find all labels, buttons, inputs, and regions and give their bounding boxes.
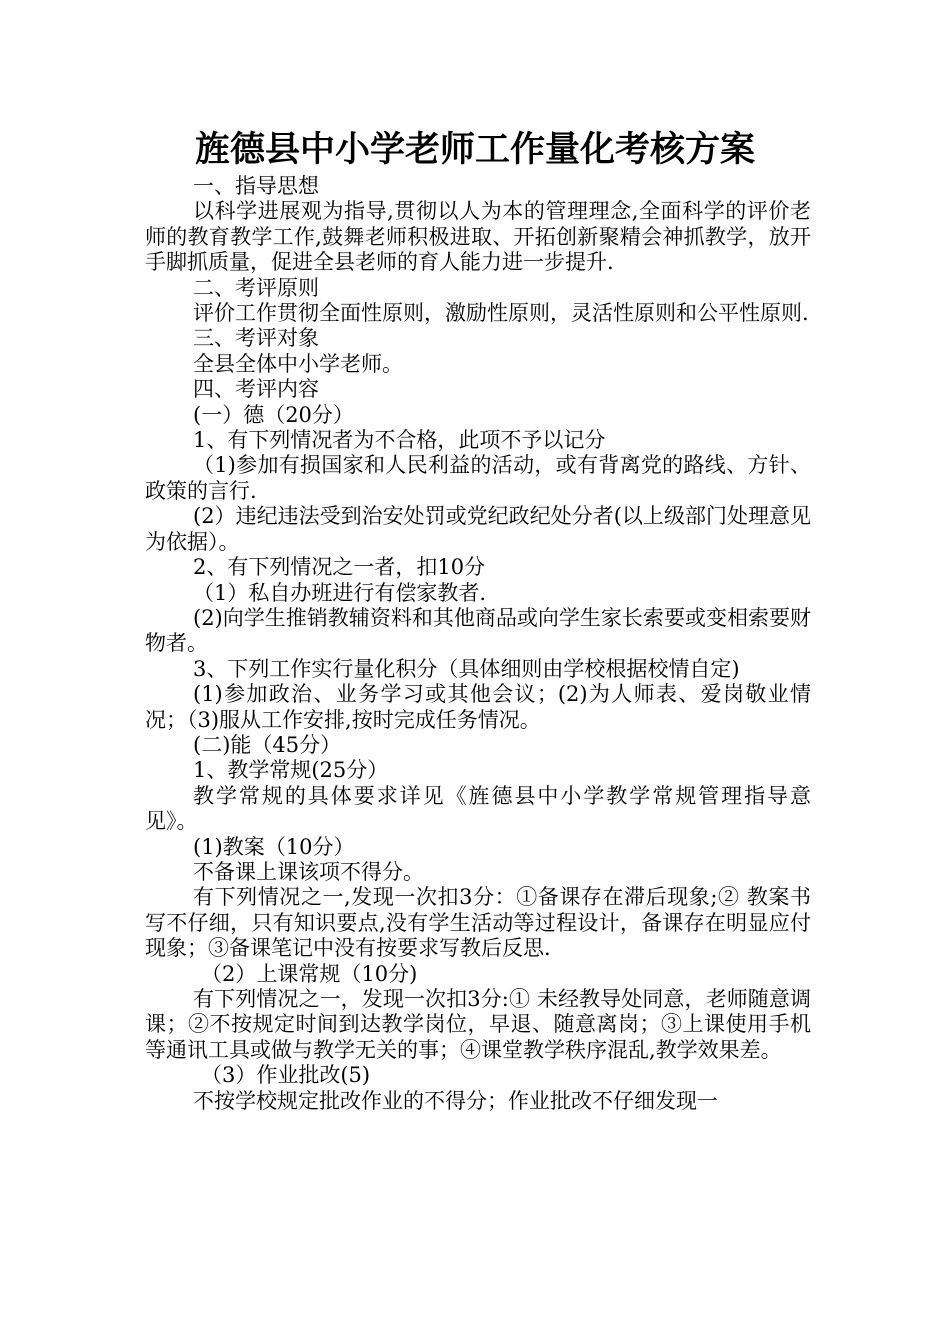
paragraph-evaluation-principles: 评价工作贯彻全面性原则，激励性原则，灵活性原则和公平性原则. (193, 301, 809, 326)
heading-evaluation-targets: 三、考评对象 (193, 326, 319, 351)
item-morality-3: 3、下列工作实行量化积分（具体细则由学校根据校情自定) (193, 656, 740, 681)
paragraph-guiding-thought: 以科学进展观为指导,贯彻以人为本的管理理念,全面科学的评价老师的教育教学工作,鼓舞老师积极进取、开拓创新聚精会神抓教学，放开手脚抓质量，促进全县老师的育人能力进一步提升. (145, 199, 811, 275)
heading-evaluation-content: 四、考评内容 (193, 377, 319, 402)
paragraph-lesson-plan-2: 有下列情况之一,发现一次扣3分：①备课存在滞后现象;② 教案书写不仔细，只有知识要点,没有学生活动等过程设计，备课存在明显应付现象；③备课笔记中没有按要求写教后反思. (145, 885, 811, 961)
item-morality-3-detail: (1)参加政治、业务学习或其他会议；(2)为人师表、爱岗敬业情况；（3)服从工作安排,按时完成任务情况。 (145, 682, 811, 732)
heading-evaluation-principles: 二、考评原则 (193, 275, 319, 300)
item-class-routine: （2）上课常规（10分) (201, 961, 418, 986)
heading-guiding-thought: 一、指导思想 (193, 174, 319, 198)
paragraph-teaching-routine: 教学常规的具体要求详见《旌德县中小学教学常规管理指导意见》。 (145, 783, 811, 834)
paragraph-lesson-plan-1: 不备课上课该项不得分。 (193, 859, 424, 884)
document-title: 旌德县中小学老师工作量化考核方案 (194, 130, 755, 170)
subheading-morality: (一）德（20分） (193, 402, 354, 427)
item-morality-2: 2、有下列情况之一者，扣10分 (193, 555, 486, 580)
document-body (145, 174, 811, 1114)
item-morality-1: 1、有下列情况者为不合格，此项不予以记分 (193, 428, 606, 453)
item-morality-2-2: (2)向学生推销教辅资料和其他商品或向学生家长索要或变相索要财物者。 (145, 605, 811, 656)
item-lesson-plan: (1)教案（10分） (193, 834, 355, 859)
paragraph-evaluation-targets: 全县全体中小学老师。 (193, 351, 403, 376)
item-morality-1-2: (2）违纪违法受到治安处罚或党纪政纪处分者(以上级部门处理意见为依据）。 (145, 504, 811, 554)
item-morality-1-1: （1)参加有损国家和人民利益的活动，或有背离党的路线、方针、政策的言行. (145, 453, 811, 503)
paragraph-homework-correction: 不按学校规定批改作业的不得分；作业批改不仔细发现一 (193, 1088, 718, 1113)
item-teaching-routine: 1、教学常规(25分） (193, 758, 389, 783)
paragraph-class-routine: 有下列情况之一，发现一次扣3分:① 未经教导处同意，老师随意调课；②不按规定时间到达教学岗位，早退、随意离岗；③上课使用手机等通讯工具或做与教学无关的事；④课堂教学秩序混乱,教学效果差。 (145, 987, 811, 1062)
item-morality-2-1: （1）私自办班进行有偿家教者. (193, 580, 487, 605)
subheading-ability: (二)能（45分） (193, 732, 342, 757)
item-homework-correction: （3）作业批改(5) (201, 1063, 371, 1088)
